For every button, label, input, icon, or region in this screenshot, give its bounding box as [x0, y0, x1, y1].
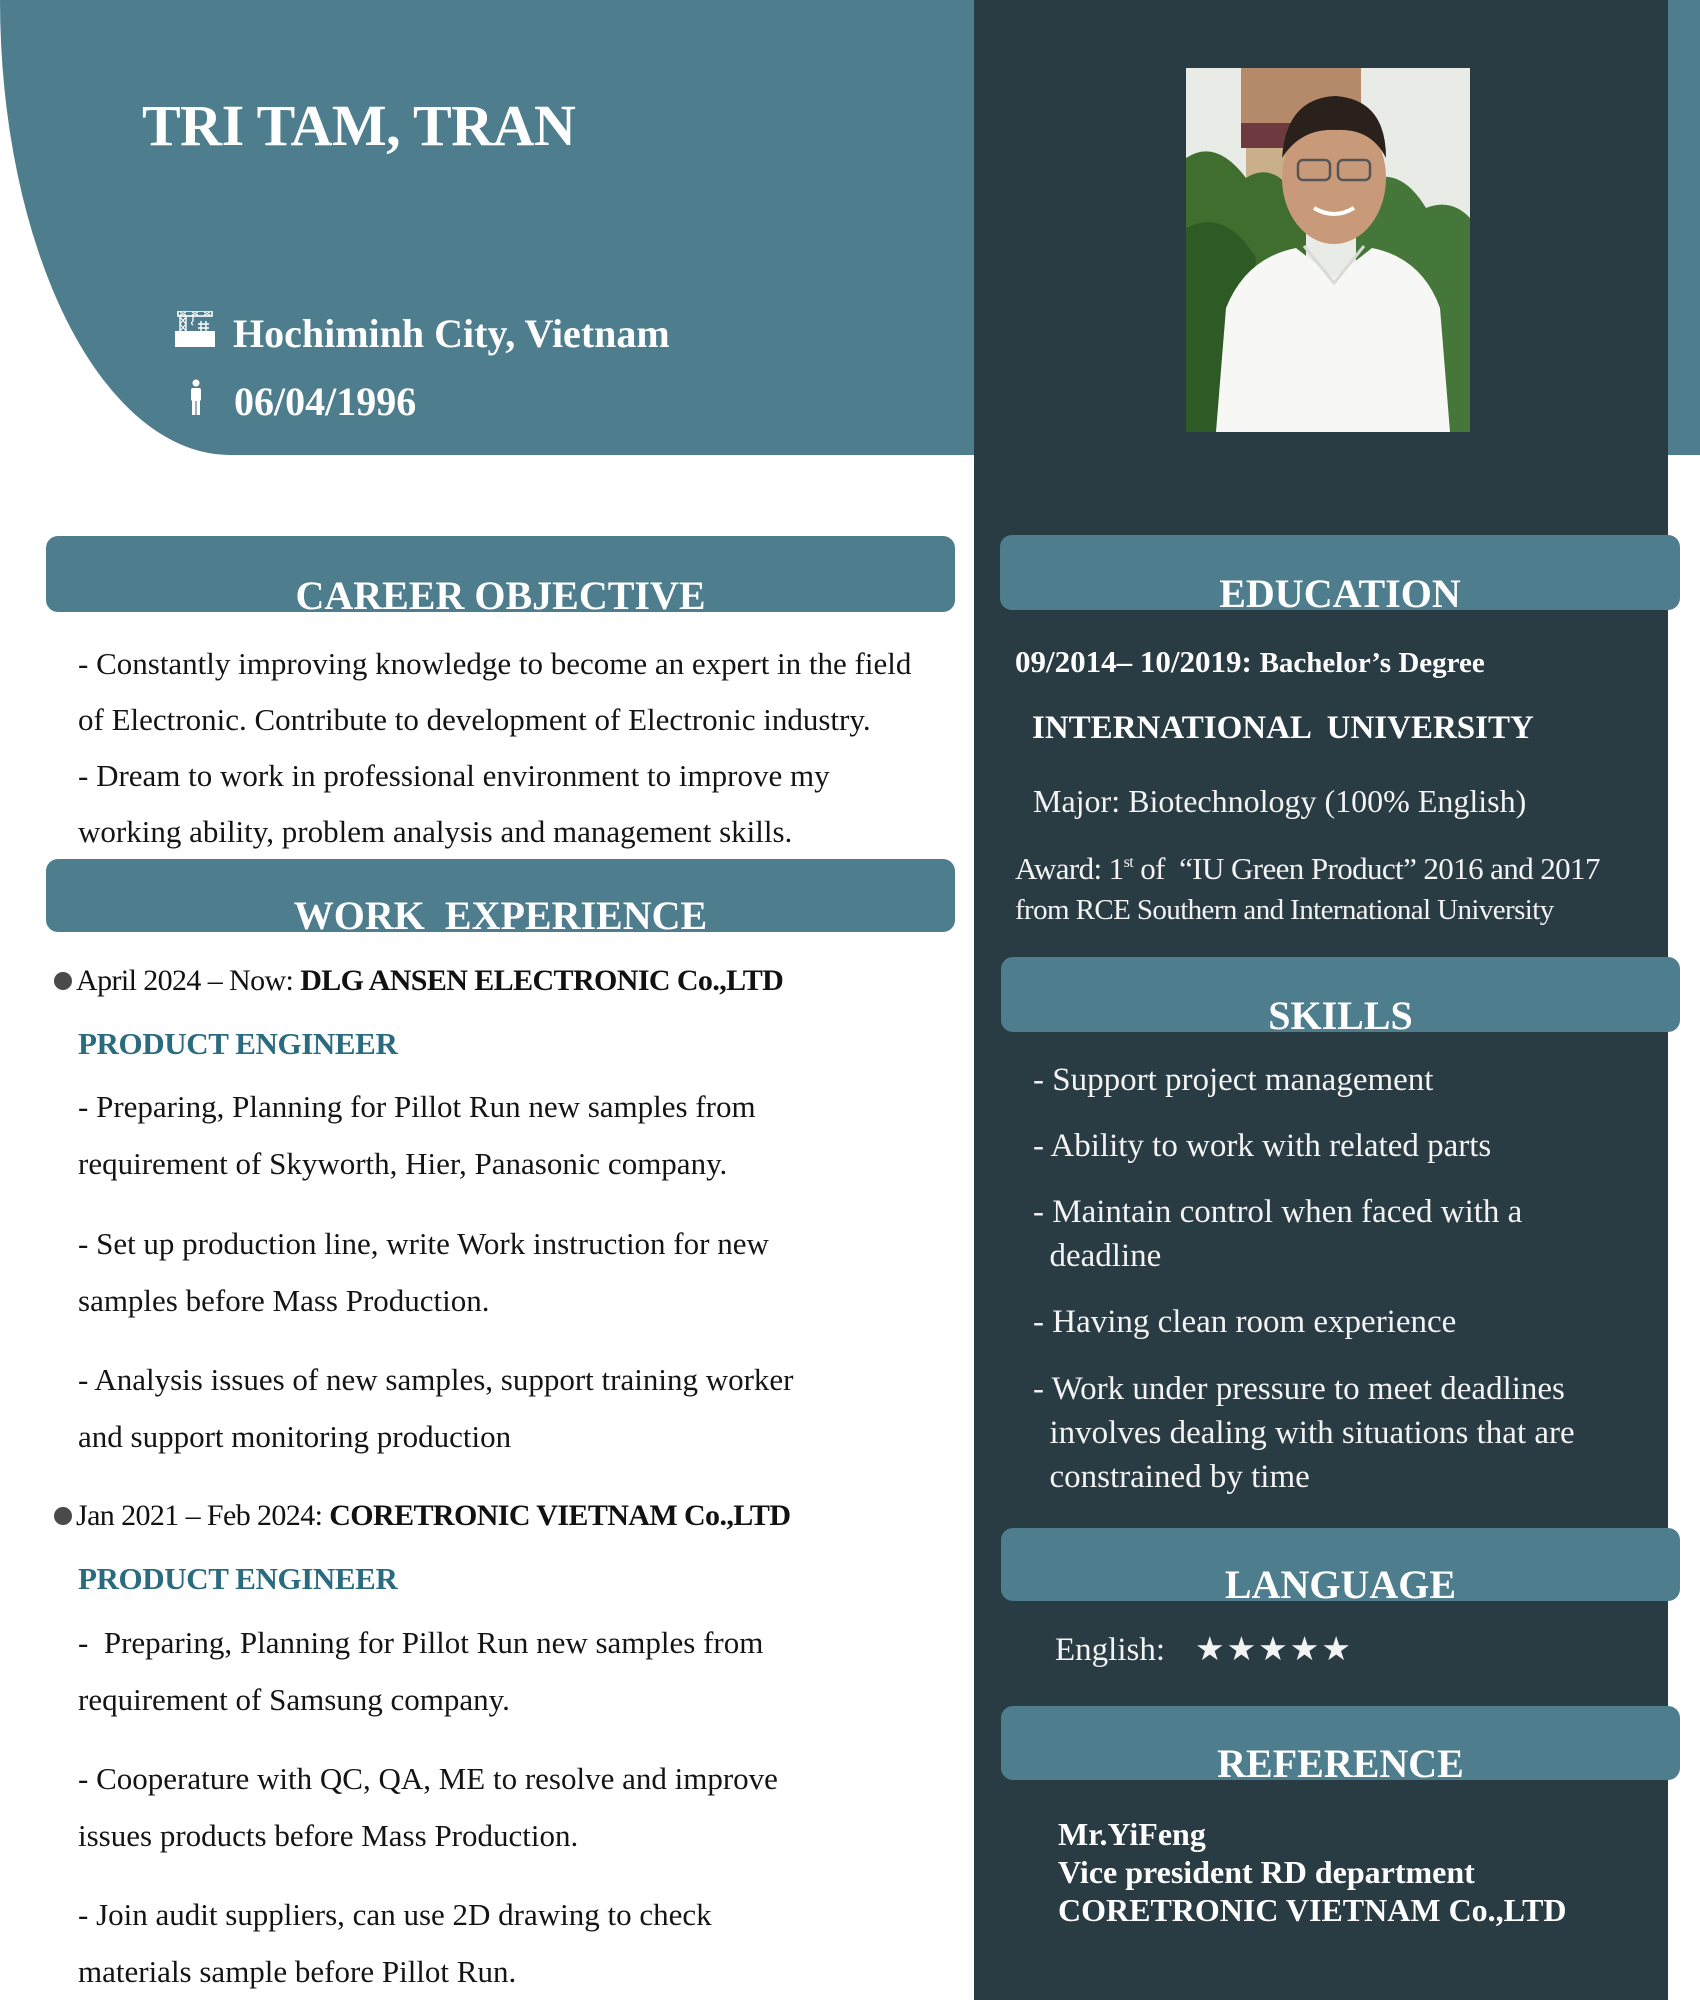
- job-duty-line: samples before Mass Production.: [78, 1283, 490, 1318]
- job-period: April 2024 – Now:: [76, 964, 301, 997]
- job-period: Jan 2021 – Feb 2024:: [76, 1499, 330, 1532]
- skill-item-cont: deadline: [1033, 1238, 1162, 1274]
- job-duty-line: - Set up production line, write Work instruction for new: [78, 1226, 769, 1261]
- job-duty-line: requirement of Samsung company.: [78, 1682, 510, 1717]
- location-row: [175, 310, 670, 357]
- birthdate-text: 06/04/1996: [234, 379, 417, 424]
- job-duty-line: - Analysis issues of new samples, support training worker: [78, 1362, 794, 1397]
- skill-item: - Maintain control when faced with a: [1033, 1194, 1523, 1230]
- section-title: LANGUAGE: [1224, 1562, 1457, 1607]
- section-title: WORK EXPERIENCE: [293, 893, 708, 938]
- bullet-icon: [54, 972, 72, 990]
- job-company: CORETRONIC VIETNAM Co.,LTD: [329, 1499, 791, 1532]
- award-text-rest: of “IU Green Product” 2016 and 2017: [1133, 851, 1600, 886]
- section-title: SKILLS: [1268, 993, 1413, 1038]
- section-title: REFERENCE: [1217, 1741, 1464, 1786]
- job-duty-line: - Preparing, Planning for Pillot Run new samples from: [78, 1089, 756, 1124]
- education-award: [1015, 853, 1600, 884]
- job-duty-line: requirement of Skyworth, Hier, Panasonic company.: [78, 1146, 728, 1181]
- job-duty-line: - Preparing, Planning for Pillot Run new samples from: [78, 1625, 764, 1660]
- award-text: Award: 1: [1015, 851, 1124, 886]
- job-role: PRODUCT ENGINEER: [78, 1561, 398, 1596]
- job-duty-line: materials sample before Pillot Run.: [78, 1954, 517, 1989]
- header-background: [0, 0, 975, 455]
- skill-item-cont: constrained by time: [1033, 1459, 1310, 1495]
- star-rating-icon: ★★★★★: [1195, 1632, 1353, 1668]
- skill-item-cont: involves dealing with situations that are: [1033, 1415, 1575, 1451]
- section-header-reference: [1001, 1706, 1680, 1786]
- reference-name: Mr.YiFeng: [1058, 1816, 1206, 1852]
- job-entry-header: [54, 966, 783, 996]
- section-header-language: [1001, 1528, 1680, 1607]
- person-icon: [188, 378, 204, 425]
- award-superscript: st: [1123, 854, 1134, 871]
- section-header-education: [1000, 535, 1680, 616]
- profile-photo: [1186, 68, 1470, 432]
- career-objective-line: - Constantly improving knowledge to become an expert in the field: [78, 646, 912, 681]
- skill-item: - Support project management: [1033, 1062, 1434, 1098]
- section-header-skills: [1001, 957, 1680, 1038]
- job-duty-line: - Cooperature with QC, QA, ME to resolve and improve: [78, 1761, 778, 1796]
- job-duty-line: and support monitoring production: [78, 1419, 512, 1454]
- right-accent-strip: [1668, 0, 1700, 455]
- job-entry-header: [54, 1501, 790, 1531]
- city-crane-icon: [175, 310, 215, 357]
- language-row: [1055, 1634, 1353, 1667]
- candidate-name: TRI TAM, TRAN: [142, 93, 576, 158]
- job-role: PRODUCT ENGINEER: [78, 1026, 398, 1061]
- education-major: Major: Biotechnology (100% English): [1033, 783, 1527, 819]
- education-school: INTERNATIONAL UNIVERSITY: [1032, 710, 1534, 746]
- skill-item: - Work under pressure to meet deadlines: [1033, 1371, 1565, 1407]
- section-title: CAREER OBJECTIVE: [295, 573, 706, 618]
- reference-position: Vice president RD department: [1058, 1854, 1475, 1890]
- career-objective-line: working ability, problem analysis and management skills.: [78, 814, 793, 849]
- skill-item: - Having clean room experience: [1033, 1304, 1457, 1340]
- career-objective-line: - Dream to work in professional environment to improve my: [78, 758, 830, 793]
- education-award-line2: from RCE Southern and International University: [1015, 894, 1554, 926]
- job-duty-line: - Join audit suppliers, can use 2D drawing to check: [78, 1897, 712, 1932]
- job-duty-line: issues products before Mass Production.: [78, 1818, 579, 1853]
- section-title: EDUCATION: [1219, 571, 1461, 616]
- job-company: DLG ANSEN ELECTRONIC Co.,LTD: [300, 964, 784, 997]
- education-period: 09/2014– 10/2019:: [1015, 644, 1260, 679]
- language-label: English:: [1055, 1632, 1166, 1668]
- career-objective-line: of Electronic. Contribute to development of Electronic industry.: [78, 702, 871, 737]
- location-text: Hochiminh City, Vietnam: [233, 311, 670, 356]
- skill-item: - Ability to work with related parts: [1033, 1128, 1492, 1164]
- education-period-degree: [1015, 646, 1485, 678]
- education-degree: Bachelor’s Degree: [1259, 647, 1485, 679]
- section-header-work-experience: [46, 859, 955, 938]
- section-header-career-objective: [46, 536, 955, 618]
- reference-company: CORETRONIC VIETNAM Co.,LTD: [1058, 1892, 1567, 1928]
- birthdate-row: [188, 378, 416, 425]
- bullet-icon: [54, 1507, 72, 1525]
